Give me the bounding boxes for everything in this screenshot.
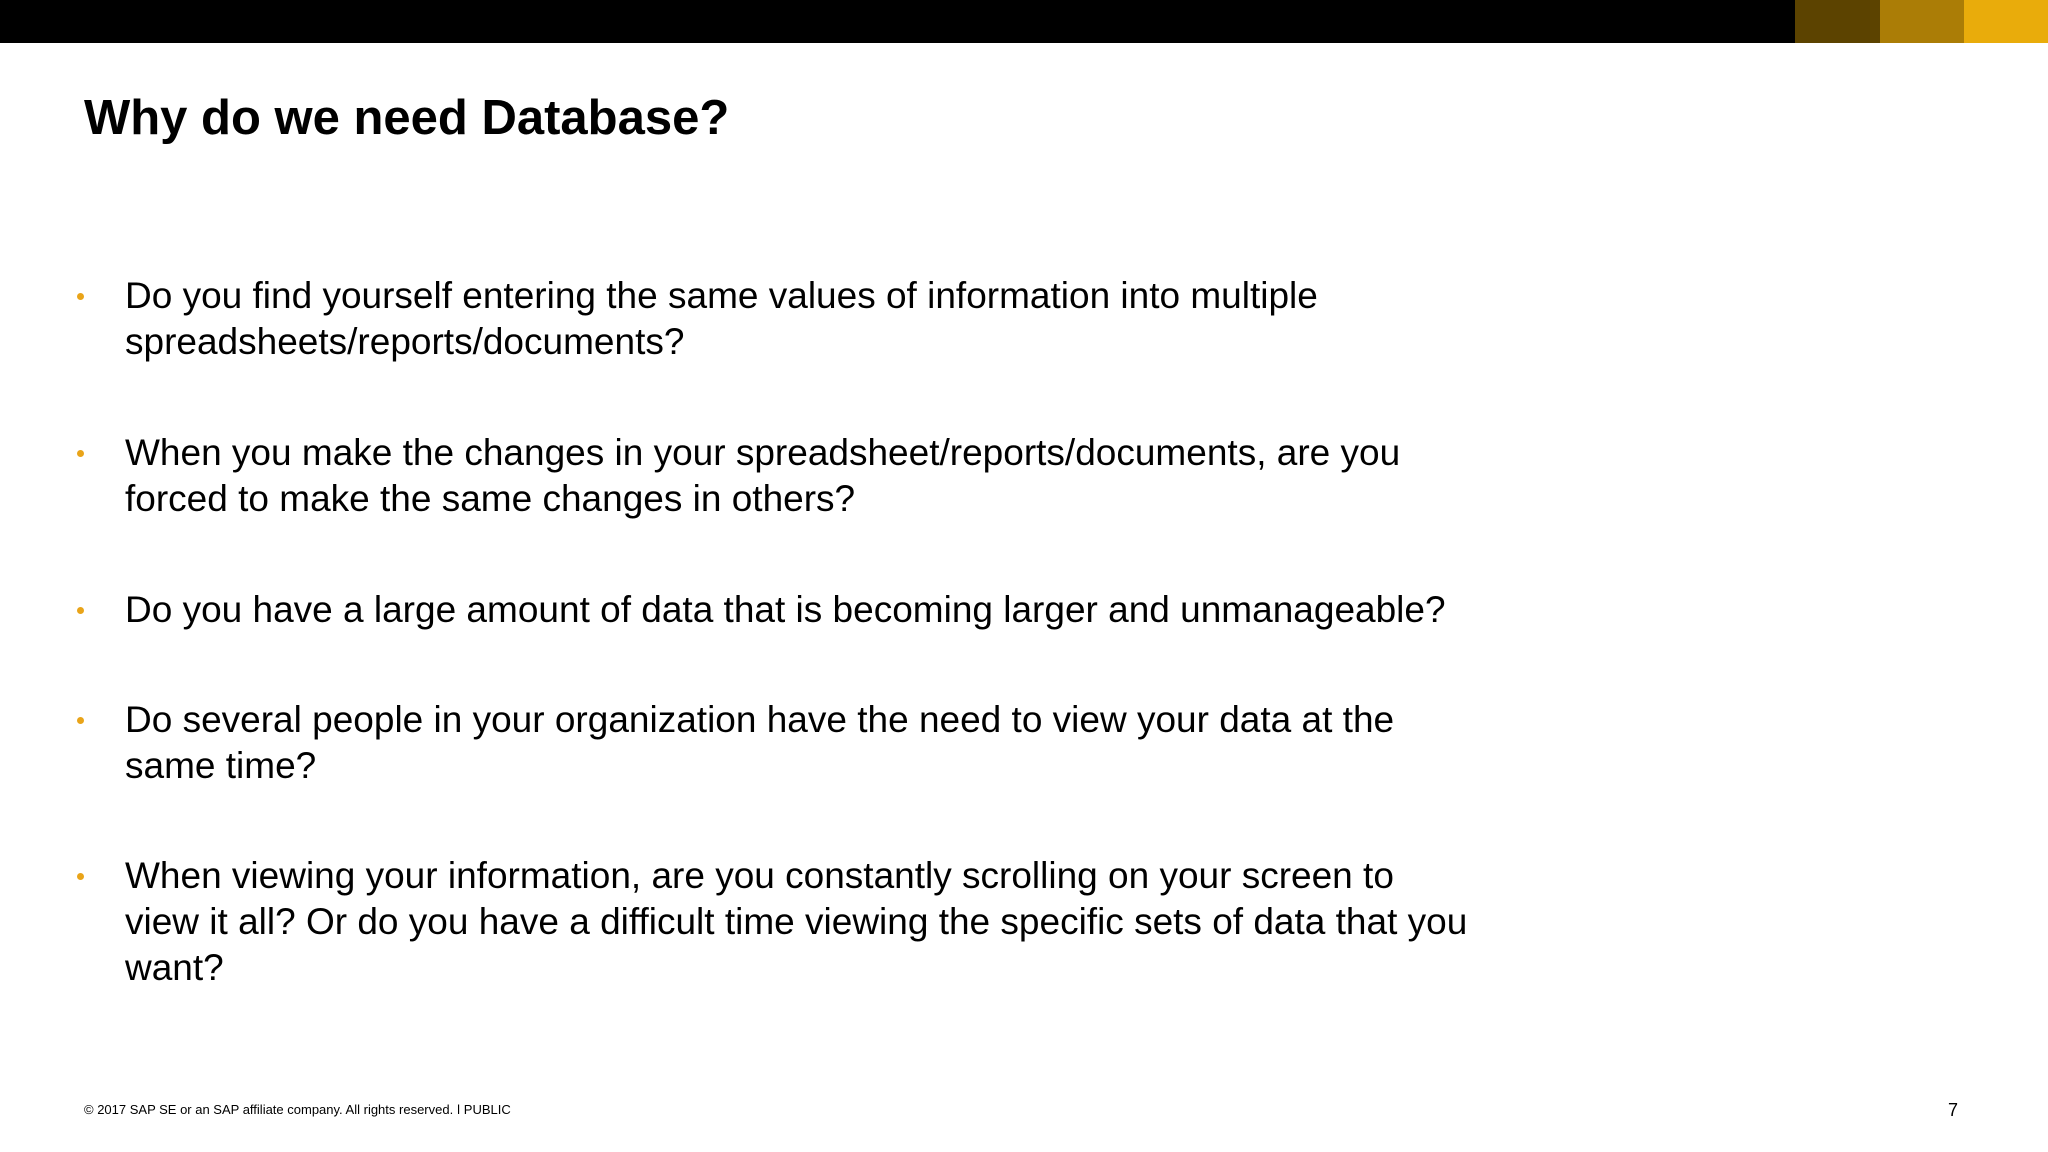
bullet-line: Do you find yourself entering the same values of information into multiple [125,275,1318,316]
bullet-line: When viewing your information, are you constantly scrolling on your screen to [125,855,1394,896]
bullet-dot-icon [77,607,84,614]
bullet-text [125,430,1555,522]
bullet-line: same time? [125,745,317,786]
accent-block-mid [1880,0,1964,43]
bullet-line: forced to make the same changes in others? [125,478,856,519]
slide-title: Why do we need Database? [84,91,730,145]
page-number: 7 [1947,1100,1958,1120]
top-bar [0,0,2048,43]
bullet-text [125,697,1555,789]
bullet-line: view it all? Or do you have a difficult time viewing the specific sets of data that you [125,901,1468,942]
bullet-text [125,273,1555,365]
bullet-dot-icon [77,873,84,880]
bullet-dot-icon [77,450,84,457]
bullet-text [125,587,1555,633]
bullet-text [125,853,1555,991]
bullet-dot-icon [77,717,84,724]
bullet-line: When you make the changes in your spreadsheet/reports/documents, are you [125,432,1401,473]
accent-block-light [1964,0,2048,43]
bullet-line: want? [125,947,224,988]
footer-copyright: © 2017 SAP SE or an SAP affiliate company. All rights reserved. ǀ PUBLIC [84,1102,511,1117]
accent-block-dark [1795,0,1880,43]
bullet-line: spreadsheets/reports/documents? [125,321,685,362]
bullet-line: Do several people in your organization have the need to view your data at the [125,699,1395,740]
bullet-dot-icon [77,293,84,300]
bullet-line: Do you have a large amount of data that is becoming larger and unmanageable? [125,589,1446,630]
